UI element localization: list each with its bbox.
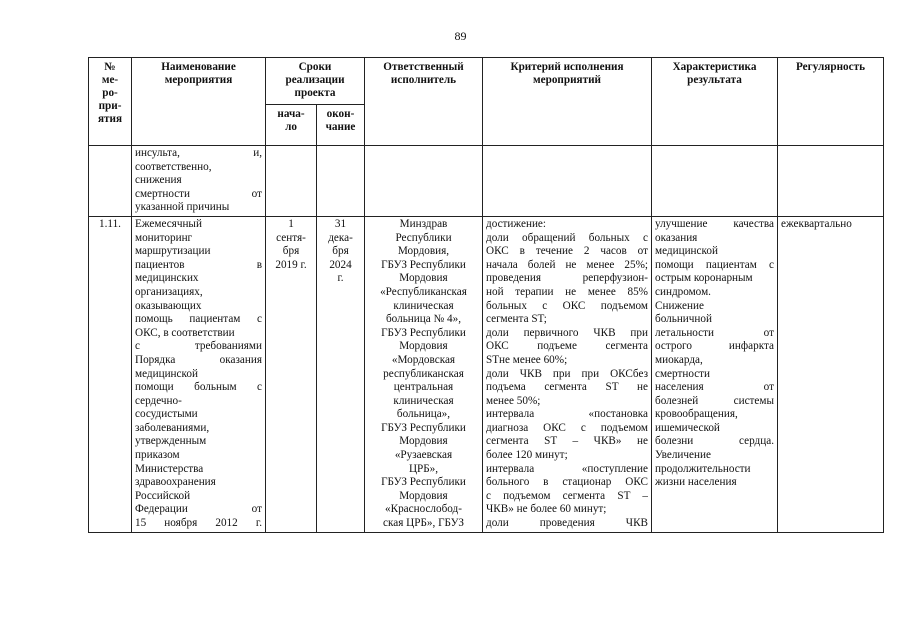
cell-line: больница»,	[396, 408, 451, 421]
cell-line: республиканская	[383, 367, 464, 380]
activities-table	[88, 57, 884, 533]
cell-name	[132, 146, 266, 217]
cell-line: приказом	[135, 449, 180, 462]
cell-line: Мордовия	[399, 340, 448, 353]
cell-line: сердечно-	[135, 394, 182, 407]
cell-line: ГБУЗ Республики	[381, 326, 466, 339]
cell-line: диагноза ОКС с подъемом	[486, 421, 648, 434]
cell-line: Министерства	[135, 462, 204, 475]
cell-line: сегмента ST – ЧКВ» не	[486, 435, 648, 448]
cell-line: кровообращения,	[655, 408, 738, 421]
cell-line: снижения	[135, 174, 182, 187]
cell-line: сентя-	[276, 231, 306, 244]
header-text: ло	[285, 121, 297, 133]
cell-line: организациях,	[135, 285, 203, 298]
cell-line: ГБУЗ Республики	[381, 421, 466, 434]
cell-line: смертности	[655, 367, 711, 380]
cell-line: острым коронарным	[655, 272, 753, 285]
cell-line: пациентов в	[135, 258, 262, 271]
cell-end	[317, 216, 365, 532]
header-start	[266, 105, 317, 146]
header-text: окон-	[326, 108, 355, 120]
cell-line: дека-	[328, 231, 353, 244]
cell-line: «Республиканская	[380, 285, 467, 298]
header-regularity	[778, 58, 884, 146]
cell-line: проведения реперфузион-	[486, 272, 648, 285]
cell-criterion	[483, 216, 652, 532]
cell-line: болезней системы	[655, 394, 774, 407]
cell-line: доли обращений больных с	[486, 231, 648, 244]
cell-line: улучшение качества	[655, 217, 774, 230]
cell-line: миокарда,	[655, 353, 703, 366]
cell-line: больных с ОКС подъемом	[486, 299, 648, 312]
page-number: 89	[454, 29, 467, 43]
cell-line: Мордовия	[399, 435, 448, 448]
header-text: исполнитель	[390, 74, 457, 86]
header-text: мероприятий	[533, 74, 601, 86]
cell-line: с подъемом сегмента ST –	[486, 489, 648, 502]
cell-line: медицинской	[655, 245, 718, 258]
header-text: Регулярность	[795, 61, 865, 73]
cell-line: синдромом.	[655, 285, 711, 298]
header-text: Сроки	[298, 61, 332, 73]
cell-line: соответственно,	[135, 160, 212, 173]
cell-line: ГБУЗ Республики	[381, 476, 466, 489]
header-text: при-	[98, 100, 122, 112]
cell-line: Мордовия,	[397, 245, 450, 258]
cell-line: доли ЧКВ при при ОКСбез	[486, 367, 648, 380]
cell-line: помощи пациентам с	[655, 258, 774, 271]
cell-regularity: ежеквартально	[778, 216, 884, 532]
cell-line: инсульта, и,	[135, 147, 262, 159]
header-criterion	[483, 58, 652, 146]
cell-start	[266, 216, 317, 532]
cell-line: более 120 минут;	[486, 449, 568, 462]
cell-line: 2019 г.	[275, 258, 307, 271]
cell-line: ОКС, в соответствии	[135, 326, 235, 339]
header-text: ятия	[97, 113, 123, 125]
cell-line: «Мордовская	[391, 353, 456, 366]
cell-line: ЧКВ» не более 60 минут;	[486, 503, 607, 516]
cell-line: ОКС в течение 2 часов от	[486, 245, 648, 258]
cell-result	[652, 216, 778, 532]
header-result	[652, 58, 778, 146]
cell-line: больного в стационар ОКС	[486, 476, 648, 489]
cell-num: 1.11.	[89, 216, 132, 532]
cell-responsible	[365, 216, 483, 532]
cell-line: бря	[282, 245, 300, 258]
cell-line: 31	[334, 217, 347, 230]
cell-line: ной терапии не менее 85%	[486, 285, 648, 298]
cell-line: Республики	[395, 231, 452, 244]
cell-line: смертности от	[135, 187, 262, 200]
cell-end	[317, 146, 365, 217]
cell-line: маршрутизации	[135, 245, 211, 258]
cell-line: ишемической	[655, 421, 720, 434]
table-row-continuation	[89, 146, 884, 217]
cell-line: продолжительности	[655, 462, 751, 475]
cell-line: летальности от	[655, 326, 774, 339]
cell-line: ГБУЗ Республики	[381, 258, 466, 271]
header-text: Характеристика	[672, 61, 757, 73]
cell-line: заболеваниями,	[135, 421, 210, 434]
cell-criterion	[483, 146, 652, 217]
cell-line: указанной причины	[135, 201, 230, 214]
cell-line: мониторинг	[135, 231, 193, 244]
cell-line: г.	[337, 272, 344, 285]
cell-line: оказания	[655, 231, 698, 244]
header-text: ме-	[101, 74, 119, 86]
cell-line: менее 50%;	[486, 394, 541, 407]
header-text: Ответственный	[383, 61, 464, 73]
cell-line: Порядка оказания	[135, 353, 262, 366]
cell-line: Снижение	[655, 299, 704, 312]
cell-line: доли проведения ЧКВ	[486, 517, 648, 530]
cell-line: медицинских	[135, 272, 199, 285]
cell-line: острого инфаркта	[655, 340, 774, 353]
cell-line: здравоохранения	[135, 476, 216, 489]
cell-line: Федерации от	[135, 503, 262, 516]
header-terms	[266, 58, 365, 105]
table-row-1-11	[89, 216, 884, 532]
cell-line: больничной	[655, 313, 712, 326]
cell-line: болезни сердца.	[655, 435, 774, 448]
cell-line: клиническая	[393, 299, 454, 312]
cell-line: доли первичного ЧКВ при	[486, 326, 648, 339]
cell-line: ОКС подъеме сегмента	[486, 340, 648, 353]
cell-line: Мордовия	[399, 489, 448, 502]
cell-line: сегмента ST;	[486, 313, 547, 326]
cell-line: центральная	[393, 381, 454, 394]
header-responsible	[365, 58, 483, 146]
header-text: результата	[687, 74, 742, 86]
cell-line: сосудистыми	[135, 408, 198, 421]
cell-line: достижение:	[486, 217, 547, 230]
cell-line: «Краснослобод-	[385, 503, 462, 516]
cell-line: интервала «постановка	[486, 408, 648, 421]
cell-line: Российской	[135, 489, 191, 502]
header-text: Наименование	[161, 61, 236, 73]
cell-line: Ежемесячный	[135, 217, 202, 230]
header-text: проекта	[294, 87, 336, 99]
cell-name	[132, 216, 266, 532]
cell-line: ЦРБ»,	[408, 462, 439, 475]
cell-line: клиническая	[393, 394, 454, 407]
cell-line: Мордовия	[399, 272, 448, 285]
cell-line: Минздрав	[399, 217, 448, 230]
cell-line: 1	[288, 217, 294, 230]
cell-line: ская ЦРБ», ГБУЗ	[383, 517, 464, 530]
header-text: реализации	[285, 74, 345, 86]
header-row-1	[89, 58, 884, 105]
cell-line: с требованиями	[135, 340, 262, 353]
cell-num	[89, 146, 132, 217]
header-text: ро-	[102, 87, 118, 99]
cell-line: 2024	[329, 258, 352, 271]
header-text: №	[104, 61, 116, 73]
cell-line: Увеличение	[655, 449, 711, 462]
cell-result	[652, 146, 778, 217]
cell-line: начала болей не менее 25%;	[486, 258, 648, 271]
header-num	[89, 58, 132, 146]
cell-line: населения от	[655, 381, 774, 394]
cell-line: «Рузаевская	[394, 449, 453, 462]
cell-line: оказывающих	[135, 299, 202, 312]
cell-line: подъема сегмента ST не	[486, 381, 648, 394]
cell-line: интервала «поступление	[486, 462, 648, 475]
header-text: чание	[325, 121, 356, 133]
cell-line: медицинской	[135, 367, 198, 380]
cell-regularity	[778, 146, 884, 217]
cell-line: 15 ноября 2012 г.	[135, 517, 262, 530]
cell-line: жизни населения	[655, 476, 737, 489]
cell-line: помощь пациентам с	[135, 313, 262, 326]
cell-line: помощи больным с	[135, 381, 262, 394]
cell-responsible	[365, 146, 483, 217]
header-end	[317, 105, 365, 146]
cell-line: STне менее 60%;	[486, 353, 568, 366]
cell-line: бря	[332, 245, 349, 258]
header-name	[132, 58, 266, 146]
header-text: Критерий исполнения	[510, 61, 624, 73]
header-text: нача-	[277, 108, 305, 120]
cell-line: больница № 4»,	[385, 313, 461, 326]
cell-start	[266, 146, 317, 217]
cell-line: утвержденным	[135, 435, 207, 448]
header-text: мероприятия	[164, 74, 233, 86]
